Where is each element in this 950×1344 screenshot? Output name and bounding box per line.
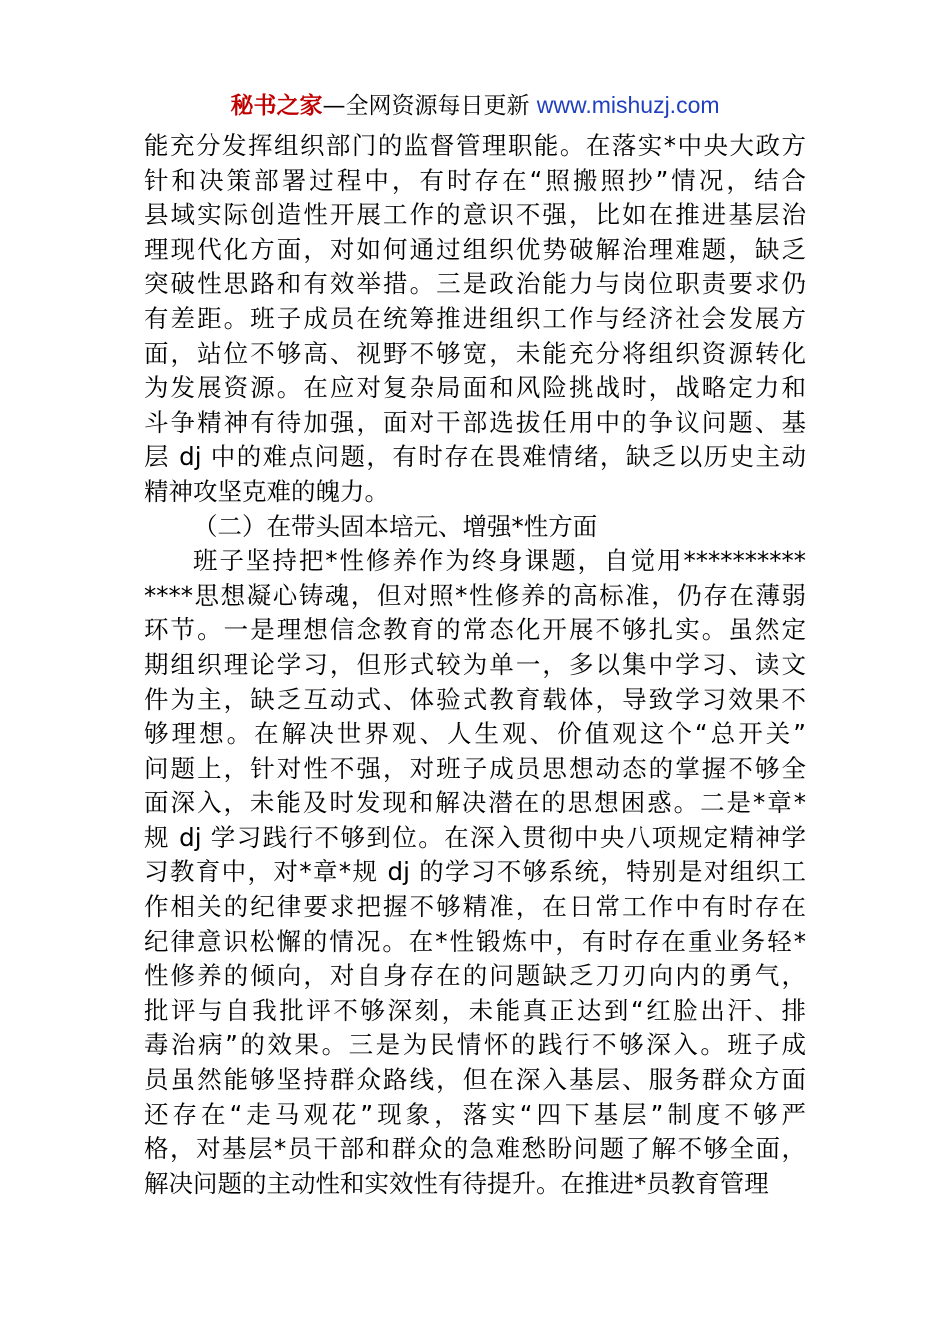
text-line: 纪律意识松懈的情况。在*性锻炼中，有时存在重业务轻*: [144, 926, 806, 956]
text-line: 环节。一是理想信念教育的常态化开展不够扎实。虽然定: [144, 615, 806, 645]
text-line: 件为主，缺乏互动式、体验式教育载体，导致学习效果不: [144, 684, 806, 714]
text-line: 有差距。班子成员在统筹推进组织工作与经济社会发展方: [144, 303, 806, 333]
text-line: 精神攻坚克难的魄力。: [144, 476, 389, 506]
text-line: 突破性思路和有效举措。三是政治能力与岗位职责要求仍: [144, 269, 806, 299]
text-line: 作相关的纪律要求把握不够精准，在日常工作中有时存在: [144, 892, 806, 922]
text-line: 理现代化方面，对如何通过组织优势破解治理难题，缺乏: [144, 234, 806, 264]
text-line: 县域实际创造性开展工作的意识不强，比如在推进基层治: [144, 200, 806, 230]
brand-name: 秘书之家: [230, 93, 323, 119]
text-line: 毒治病”的效果。三是为民情怀的践行不够深入。班子成: [144, 1030, 806, 1060]
text-line: 班子坚持把*性修养作为终身课题，自觉用**********: [193, 546, 806, 576]
text-line: 针和决策部署过程中，有时存在“照搬照抄”情况，结合: [144, 165, 806, 195]
text-line: 员虽然能够坚持群众路线，但在深入基层、服务群众方面: [144, 1065, 806, 1095]
text-line: 性修养的倾向，对自身存在的问题缺乏刀刃向内的勇气，: [144, 961, 806, 991]
text-line: 层 dj 中的难点问题，有时存在畏难情绪，缺乏以历史主动: [144, 442, 806, 472]
text-line: 面深入，未能及时发现和解决潜在的思想困惑。二是*章*: [144, 788, 806, 818]
text-line: 解决问题的主动性和实效性有待提升。在推进*员教育管理: [144, 1168, 769, 1198]
site-url-link[interactable]: www.mishuzj.com: [536, 92, 720, 118]
text-line: 够理想。在解决世界观、人生观、价值观这个“总开关”: [144, 719, 806, 749]
text-line: ****思想凝心铸魂，但对照*性修养的高标准，仍存在薄弱: [144, 580, 806, 610]
text-line: 能充分发挥组织部门的监督管理职能。在落实*中央大政方: [144, 131, 806, 160]
text-line: 斗争精神有待加强，面对干部选拔任用中的争议问题、基: [144, 407, 806, 437]
document-body: [144, 129, 806, 1201]
text-line: 还存在“走马观花”现象，落实“四下基层”制度不够严: [144, 1099, 806, 1129]
text-line: 期组织理论学习，但形式较为单一，多以集中学习、读文: [144, 649, 806, 679]
header-tagline: —全网资源每日更新: [322, 93, 530, 119]
page-header: [0, 89, 950, 122]
text-line: 规 dj 学习践行不够到位。在深入贯彻中央八项规定精神学: [144, 822, 806, 852]
text-line: 习教育中，对*章*规 dj 的学习不够系统，特别是对组织工: [144, 857, 806, 887]
text-line: 面，站位不够高、视野不够宽，未能充分将组织资源转化: [144, 338, 806, 368]
text-line: 格，对基层*员干部和群众的急难愁盼问题了解不够全面，: [144, 1134, 806, 1164]
text-line: 问题上，针对性不强，对班子成员思想动态的掌握不够全: [144, 753, 806, 783]
section-heading: （二）在带头固本培元、增强*性方面: [193, 511, 598, 541]
text-line: 为发展资源。在应对复杂局面和风险挑战时，战略定力和: [144, 373, 806, 403]
text-line: 批评与自我批评不够深刻，未能真正达到“红脸出汗、排: [144, 995, 806, 1025]
